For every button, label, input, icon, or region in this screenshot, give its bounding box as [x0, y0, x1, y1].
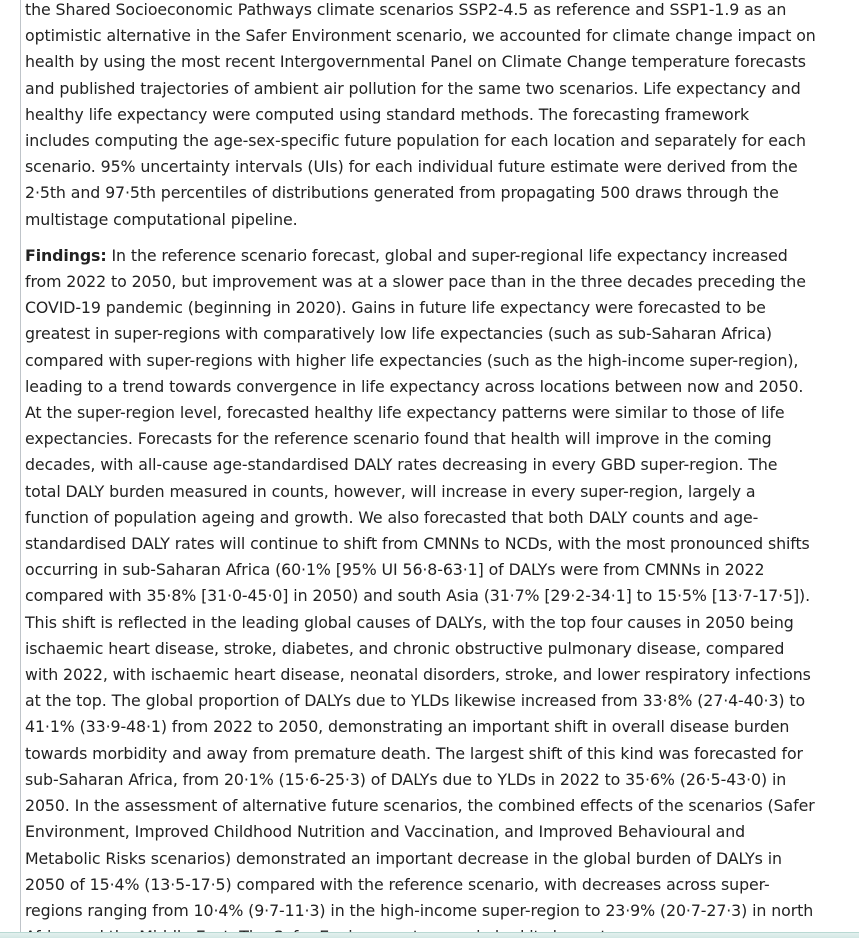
abstract-body	[25, 0, 817, 938]
bottom-edge-bar	[0, 932, 859, 938]
left-margin-rule	[20, 0, 21, 938]
methods-paragraph: the Shared Socioeconomic Pathways climate scenarios SSP2-4.5 as reference and SSP1-1.9 as an optimistic alternative in the Safer Environment scenario, we accounted for climate change impact on health by using the most recent Intergovernmental Panel on Climate Change temperature forecasts and published trajectories of ambient air pollution for the same two scenarios. Life expectancy and healthy life expectancy were computed using standard methods. The forecasting framework includes computing the age-sex-specific future population for each location and separately for each scenario. 95% uncertainty intervals (UIs) for each individual future estimate were derived from the 2·5th and 97·5th percentiles of distributions generated from propagating 500 draws through the multistage computational pipeline.	[25, 0, 816, 229]
findings-text: In the reference scenario forecast, global and super-regional life expectancy increased from 2022 to 2050, but improvement was at a slower pace than in the three decades preceding the COVID-19 pandemic (beginning in 2020). Gains in future life expectancy were forecasted to be greatest in super-regions with comparatively low life expectancies (such as sub-Saharan Africa) compared with super-regions with higher life expectancies (such as the high-income super-region), leading to a trend towards convergence in life expectancy across locations between now and 2050. At the super-region level, forecasted healthy life expectancy patterns were similar to those of life expectancies. Forecasts for the reference scenario found that health will improve in the coming decades, with all-cause age-standardised DALY rates decreasing in every GBD super-region. The total DALY burden measured in counts, however, will increase in every super-region, largely a function of population ageing and growth. We also forecasted that both DALY counts and age-standardised DALY rates will continue to shift from CMNNs to NCDs, with the most pronounced shifts occurring in sub-Saharan Africa (60·1% [95% UI 56·8-63·1] of DALYs were from CMNNs in 2022 compared with 35·8% [31·0-45·0] in 2050) and south Asia (31·7% [29·2-34·1] to 15·5% [13·7-17·5]). This shift is reflected in the leading global causes of DALYs, with the top four causes in 2050 being ischaemic heart disease, stroke, diabetes, and chronic obstructive pulmonary disease, compared with 2022, with ischaemic heart disease, neonatal disorders, stroke, and lower respiratory infections at the top. The global proportion of DALYs due to YLDs likewise increased from 33·8% (27·4-40·3) to 41·1% (33·9-48·1) from 2022 to 2050, demonstrating an important shift in overall disease burden towards morbidity and away from premature death. The largest shift of this kind was forecasted for sub-Saharan Africa, from 20·1% (15·6-25·3) of DALYs due to YLDs in 2022 to 35·6% (26·5-43·0) in 2050. In the assessment of alternative future scenarios, the combined effects of the scenarios (Safer Environment, Improved Childhood Nutrition and Vaccination, and Improved Behavioural and Metabolic Risks scenarios) demonstrated an important decrease in the global burden of DALYs in 2050 of 15·4% (13·5-17·5) compared with the reference scenario, with decreases across super-regions ranging from 10·4% (9·7-11·3) in the high-income super-region to 23·9% (20·7-27·3) in north	[25, 245, 815, 920]
findings-paragraph	[25, 243, 817, 938]
findings-label: Findings:	[25, 245, 107, 265]
